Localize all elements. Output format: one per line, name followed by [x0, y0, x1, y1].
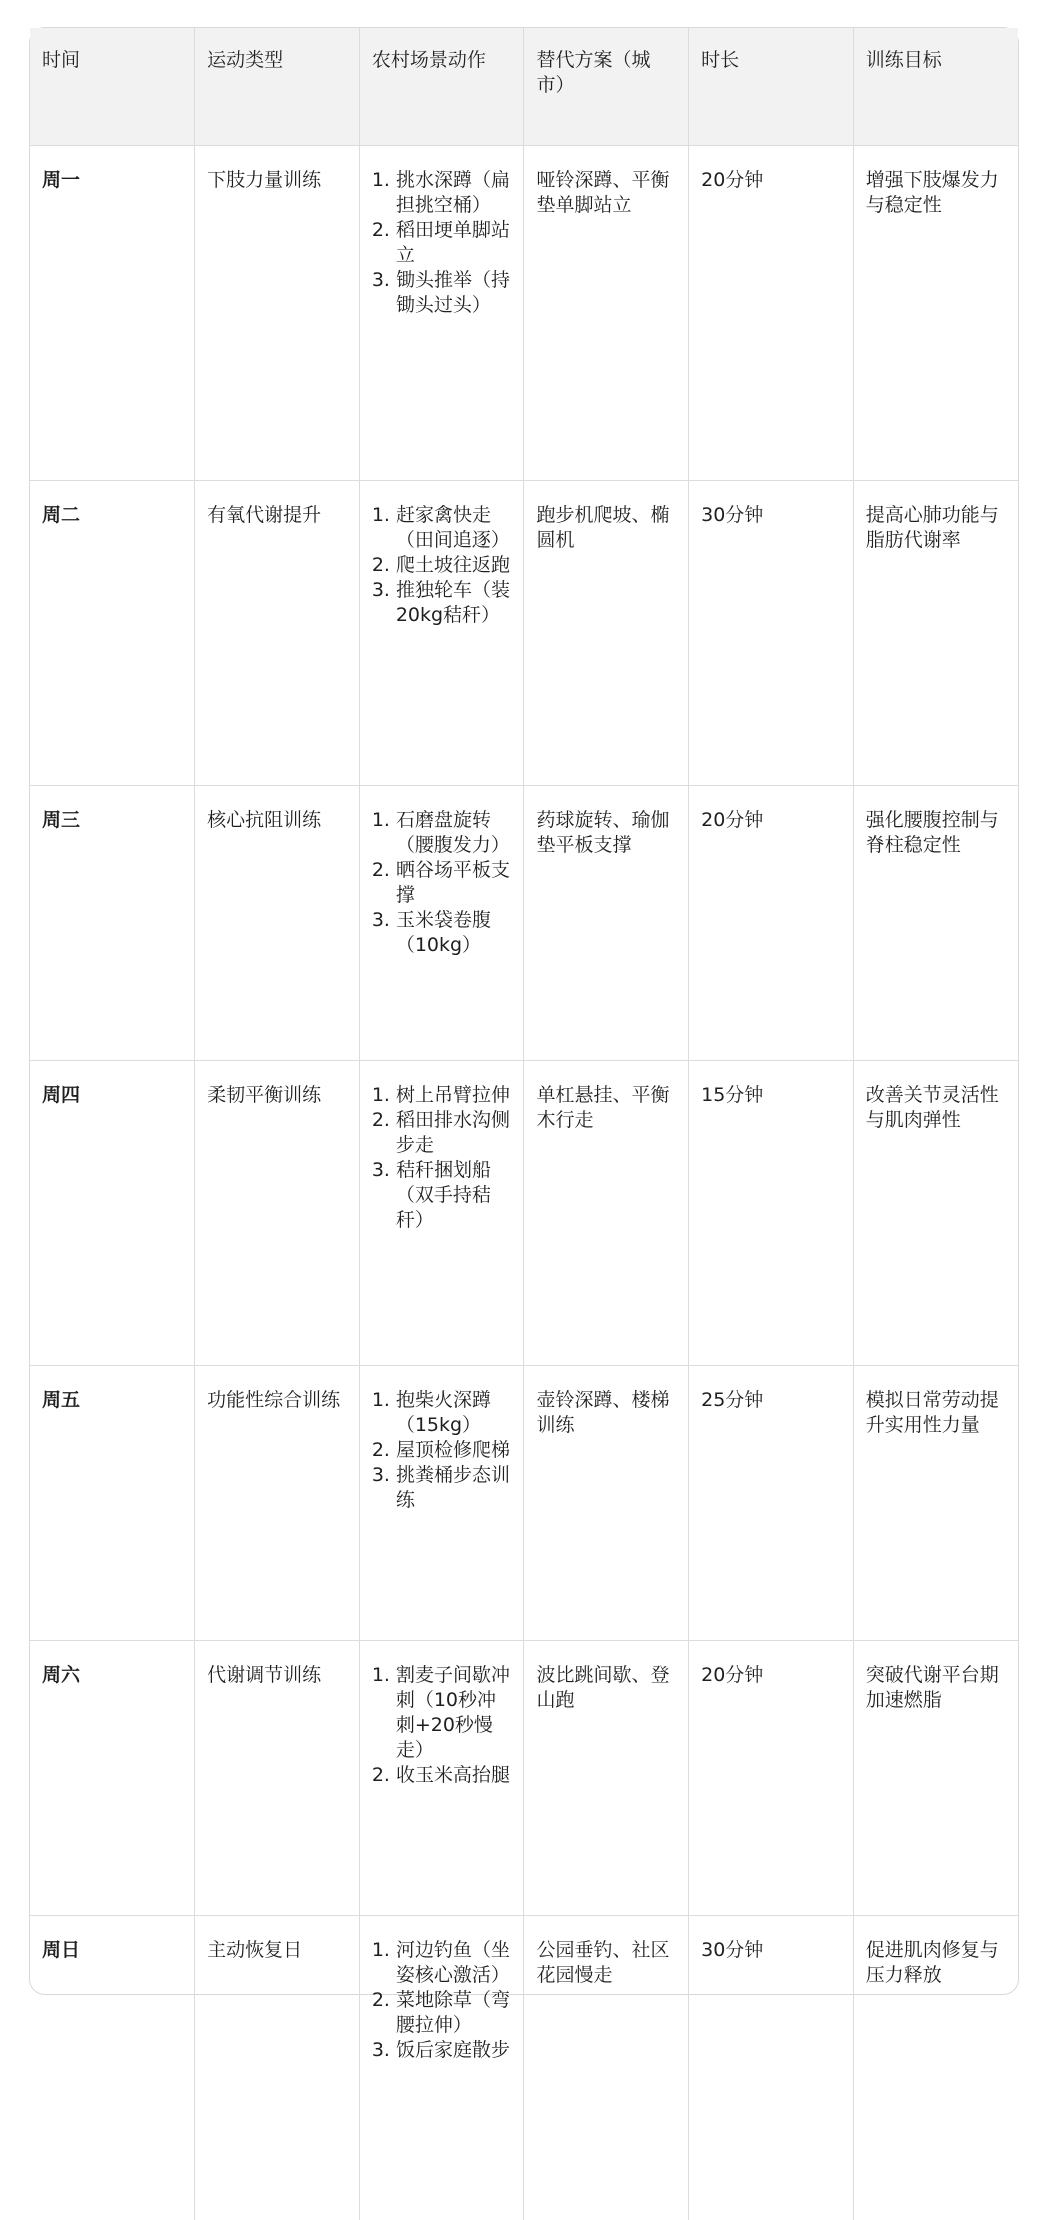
duration-cell: 15分钟	[689, 1060, 854, 1365]
day-cell: 周二	[30, 480, 195, 785]
table-row	[30, 1060, 1018, 1365]
action-item: 1. 抱柴火深蹲（15kg）	[371, 1388, 491, 1436]
action-item: 1. 割麦子间歇冲刺（10秒冲刺+20秒慢走）	[371, 1663, 510, 1761]
actions-cell	[359, 1915, 524, 2220]
header-row	[30, 28, 1018, 145]
goal-cell: 模拟日常劳动提升实用性力量	[853, 1365, 1018, 1640]
schedule-table	[30, 28, 1018, 2220]
action-item: 1. 赶家禽快走（田间追逐）	[371, 503, 510, 551]
table-row	[30, 785, 1018, 1060]
header-duration: 时长	[689, 28, 854, 145]
type-cell: 功能性综合训练	[195, 1365, 360, 1640]
action-item: 3. 推独轮车（装20kg秸秆）	[371, 578, 510, 626]
action-item: 3. 挑粪桶步态训练	[371, 1463, 510, 1511]
table-row	[30, 145, 1018, 480]
action-item: 2. 爬土坡往返跑	[371, 553, 510, 576]
goal-cell: 改善关节灵活性与肌肉弹性	[853, 1060, 1018, 1365]
day-cell: 周一	[30, 145, 195, 480]
action-item: 1. 河边钓鱼（坐姿核心激活）	[371, 1938, 510, 1986]
type-cell: 核心抗阻训练	[195, 785, 360, 1060]
day-cell: 周三	[30, 785, 195, 1060]
alternative-cell: 跑步机爬坡、椭圆机	[524, 480, 689, 785]
duration-cell: 30分钟	[689, 1915, 854, 2220]
alternative-cell: 壶铃深蹲、楼梯训练	[524, 1365, 689, 1640]
goal-cell: 突破代谢平台期加速燃脂	[853, 1640, 1018, 1915]
action-item: 3. 锄头推举（持锄头过头）	[371, 268, 510, 316]
goal-cell: 强化腰腹控制与脊柱稳定性	[853, 785, 1018, 1060]
action-item: 2. 晒谷场平板支撑	[371, 858, 510, 906]
actions-cell	[359, 480, 524, 785]
day-cell: 周日	[30, 1915, 195, 2220]
duration-cell: 30分钟	[689, 480, 854, 785]
type-cell: 有氧代谢提升	[195, 480, 360, 785]
duration-cell: 25分钟	[689, 1365, 854, 1640]
action-item: 3. 秸秆捆划船（双手持秸秆）	[371, 1158, 491, 1231]
action-item: 1. 石磨盘旋转（腰腹发力）	[371, 808, 510, 856]
header-goal: 训练目标	[853, 28, 1018, 145]
type-cell: 下肢力量训练	[195, 145, 360, 480]
action-item: 1. 挑水深蹲（扁担挑空桶）	[371, 168, 510, 216]
header-time: 时间	[30, 28, 195, 145]
action-item: 2. 收玉米高抬腿	[371, 1763, 510, 1786]
day-cell: 周五	[30, 1365, 195, 1640]
header-exercise-type: 运动类型	[195, 28, 360, 145]
header-city-alternative: 替代方案（城市）	[524, 28, 689, 145]
actions-cell	[359, 1060, 524, 1365]
action-item: 2. 菜地除草（弯腰拉伸）	[371, 1988, 510, 2036]
alternative-cell: 单杠悬挂、平衡木行走	[524, 1060, 689, 1365]
duration-cell: 20分钟	[689, 145, 854, 480]
alternative-cell: 公园垂钓、社区花园慢走	[524, 1915, 689, 2220]
duration-cell: 20分钟	[689, 785, 854, 1060]
actions-cell	[359, 1365, 524, 1640]
header-rural-actions: 农村场景动作	[359, 28, 524, 145]
goal-cell: 促进肌肉修复与压力释放	[865, 1938, 999, 1986]
actions-cell	[359, 785, 524, 1060]
action-item: 2. 屋顶检修爬梯	[371, 1438, 510, 1461]
table-row	[30, 1365, 1018, 1640]
goal-cell: 提高心肺功能与脂肪代谢率	[853, 480, 1018, 785]
day-cell: 周四	[30, 1060, 195, 1365]
action-item: 2. 稻田排水沟侧步走	[371, 1108, 510, 1156]
actions-cell	[359, 1640, 524, 1915]
table-row	[30, 1640, 1018, 1915]
action-item: 1. 树上吊臂拉伸	[371, 1083, 510, 1106]
action-item: 2. 稻田埂单脚站立	[371, 218, 510, 266]
action-item: 3. 饭后家庭散步	[371, 2038, 510, 2061]
table-row	[30, 480, 1018, 785]
day-cell: 周六	[30, 1640, 195, 1915]
action-item: 3. 玉米袋卷腹（10kg）	[371, 908, 491, 956]
duration-cell: 20分钟	[689, 1640, 854, 1915]
type-cell: 柔韧平衡训练	[195, 1060, 360, 1365]
type-cell: 代谢调节训练	[195, 1640, 360, 1915]
alternative-cell: 波比跳间歇、登山跑	[524, 1640, 689, 1915]
alternative-cell: 哑铃深蹲、平衡垫单脚站立	[524, 145, 689, 480]
actions-cell	[359, 145, 524, 480]
table-row	[30, 1915, 1018, 2220]
training-schedule-table	[29, 27, 1019, 2061]
goal-cell: 增强下肢爆发力与稳定性	[853, 145, 1018, 480]
alternative-cell: 药球旋转、瑜伽垫平板支撑	[524, 785, 689, 1060]
type-cell: 主动恢复日	[195, 1915, 360, 2220]
